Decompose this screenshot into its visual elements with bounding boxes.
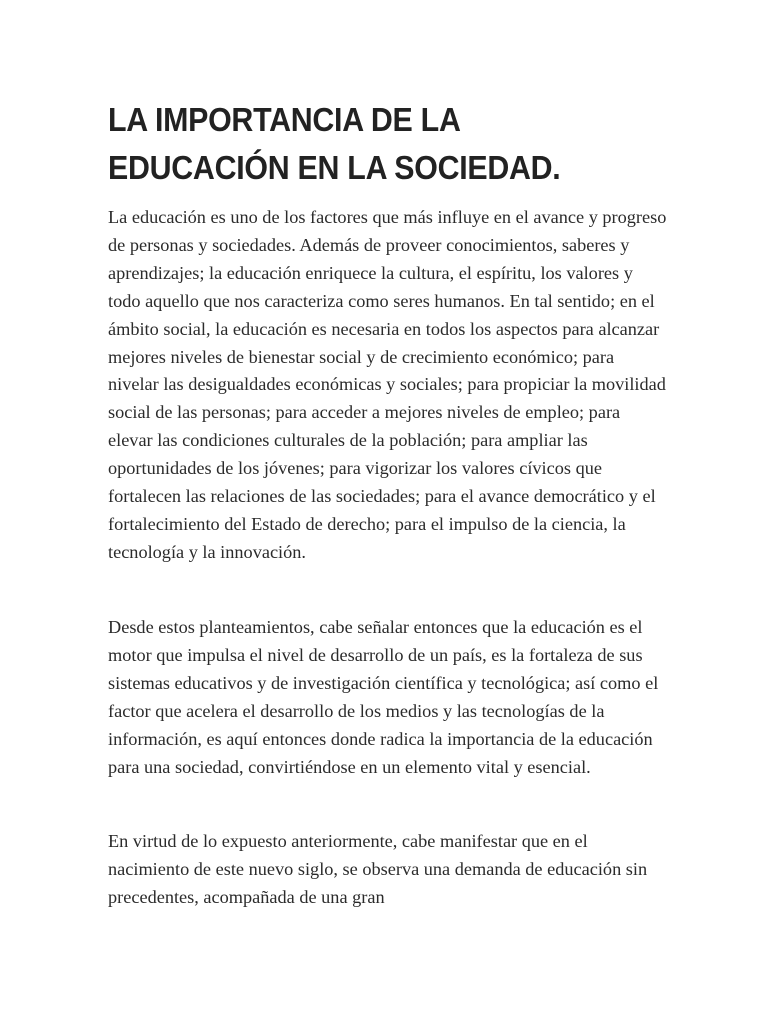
article bbox=[108, 96, 668, 907]
paragraph-1: La educación es uno de los factores que más influye en el avance y progreso de personas y sociedades. Además de proveer conocimientos, saberes y aprendizajes; la educación enriquece la cultura, el espíritu, los valores y todo aquello que nos caracteriza como seres humanos. En tal sentido; en el ámbito social, la educación es necesaria en todos los aspectos para alcanzar mejores niveles de bienestar social y de crecimiento económico; para nivelar las desigualdades económicas y sociales; para propiciar la movilidad social de las personas; para acceder a mejores niveles de empleo; para elevar las condiciones culturales de la población; para ampliar las oportunidades de los jóvenes; para vigorizar los valores cívicos que fortalecen las relaciones de las sociedades; para el avance democrático y el fortalecimiento del Estado de derecho; para el impulso de la ciencia, la tecnología y la innovación. bbox=[108, 207, 667, 562]
paragraph-3: En virtud de lo expuesto anteriormente, cabe manifestar que en el nacimiento de este nuevo siglo, se observa una demanda de educación sin precedentes, acompañada de una gran bbox=[108, 831, 648, 907]
title-line-2: EDUCACIÓN EN LA SOCIEDAD. bbox=[108, 149, 561, 186]
page-title bbox=[108, 96, 660, 192]
title-line-1: LA IMPORTANCIA DE LA bbox=[108, 101, 461, 138]
paragraph-2: Desde estos planteamientos, cabe señalar entonces que la educación es el motor que impulsa el nivel de desarrollo de un país, es la fortaleza de sus sistemas educativos y de investigación científica y tecnológica; así como el factor que acelera el desarrollo de los medios y las tecnologías de la información, es aquí entonces donde radica la importancia de la educación para una sociedad, convirtiéndose en un elemento vital y esencial. bbox=[108, 617, 659, 777]
